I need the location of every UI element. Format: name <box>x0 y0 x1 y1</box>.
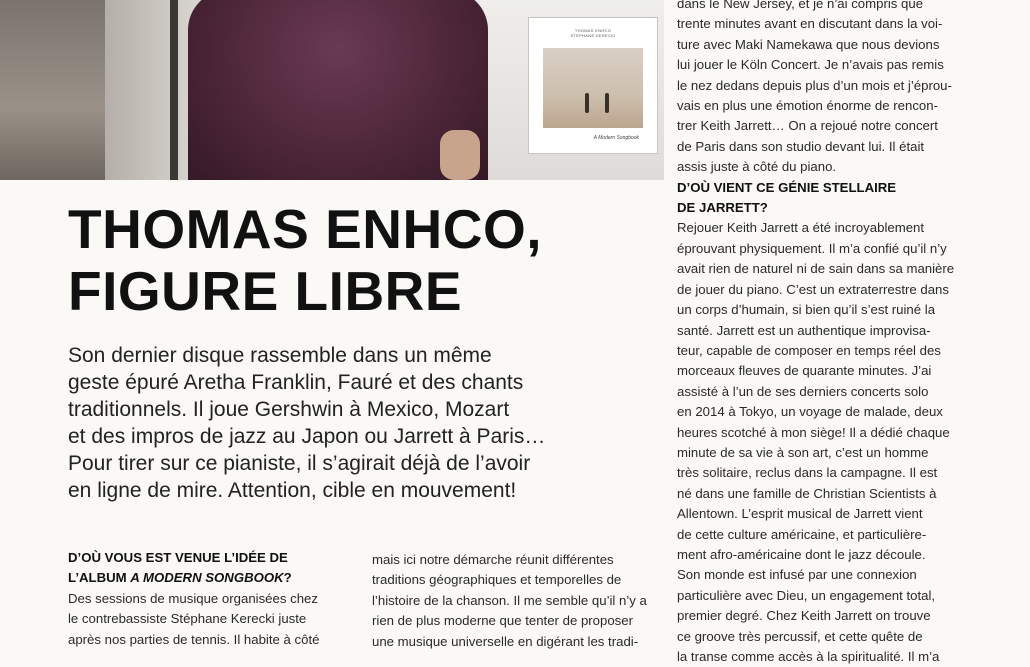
paragraph-line: avait rien de naturel ni de sain dans sa manière <box>677 261 955 277</box>
paragraph-line: trer Keith Jarrett… On a rejoué notre concert <box>677 118 938 134</box>
album-cover <box>528 17 658 154</box>
interview-question: D’OÙ VIENT CE GÉNIE STELLAIRE <box>677 179 897 195</box>
paragraph-line: l’histoire de la chanson. Il me semble qu’il n’y a <box>372 592 647 608</box>
article-column-middle <box>372 550 657 652</box>
album-cover-title: THOMAS ENHCO STÉPHANE KERECKI <box>570 28 616 38</box>
article-column-right <box>677 0 957 667</box>
paragraph-line: trente minutes avant en discutant dans la voi- <box>677 16 943 32</box>
paragraph-line: après nos parties de tennis. Il habite à côté <box>68 631 320 647</box>
photo-hand <box>440 130 480 180</box>
article-standfirst: Son dernier disque rassemble dans un même geste épuré Aretha Franklin, Fauré et des chants traditionnels. Il joue Gershwin à Mexico, Mozart et des impros de jazz au Japon ou Jarrett à Paris… Pour tirer sur ce pianiste, il s’agirait déjà de l’avoir en ligne de mire. Attention, cible en mouvement! <box>68 344 546 502</box>
paragraph-line: Des sessions de musique organisées chez <box>68 590 318 606</box>
paragraph-line: Allentown. L’esprit musical de Jarrett vient <box>677 506 923 522</box>
paragraph-line: santé. Jarrett est un authentique improvisa- <box>677 322 931 338</box>
paragraph-line: de cette culture américaine, et particulière- <box>677 526 927 542</box>
paragraph-line: particulière avec Dieu, un engagement total, <box>677 587 936 603</box>
paragraph-line: très solitaire, reclus dans la campagne. Il est <box>677 465 938 481</box>
paragraph-line: de Paris dans son studio devant lui. Il était <box>677 138 925 154</box>
paragraph-line: teur, capable de composer en temps réel des <box>677 342 941 358</box>
paragraph-line: la transe comme accès à la spiritualité. Il m’a <box>677 649 940 664</box>
interview-question: L’ALBUM A MODERN SONGBOOK? <box>68 570 292 586</box>
photo-door-frame <box>170 0 178 180</box>
paragraph-line: Son monde est infusé par une connexion <box>677 567 917 583</box>
photo-wall <box>0 0 105 180</box>
article-column-left <box>68 548 358 650</box>
paragraph-line: minute de sa vie à son art, c’est un homme <box>677 444 929 460</box>
paragraph-line: heures scotché à mon siège! Il a dédié chaque <box>677 424 950 440</box>
paragraph-line: lui jouer le Köln Concert. Je n’avais pas remis <box>677 57 944 73</box>
paragraph-line: ment afro-américaine dont le jazz découle. <box>677 546 926 562</box>
paragraph-line: ce groove très percussif, et cette quête de <box>677 628 923 644</box>
paragraph-line: en 2014 à Tokyo, un voyage de malade, deux <box>677 404 943 420</box>
paragraph-line: Rejouer Keith Jarrett a été incroyablement <box>677 220 925 236</box>
paragraph-line: le contrebassiste Stéphane Kerecki juste <box>68 611 307 627</box>
paragraph-line: un corps d’humain, si bien qu’il s’est ruiné la <box>677 302 936 318</box>
paragraph-line: assis juste à côté du piano. <box>677 159 837 175</box>
paragraph-line: mais ici notre démarche réunit différentes <box>372 552 614 567</box>
album-cover-photo <box>543 48 643 128</box>
article-headline: THOMAS ENHCO, FIGURE LIBRE <box>68 198 542 322</box>
paragraph-line: une musique universelle en digérant les tradi- <box>372 633 639 649</box>
paragraph-line: vais en plus une émotion énorme de rencon- <box>677 98 938 114</box>
album-cover-subtitle: A Modern Songbook <box>593 135 639 141</box>
paragraph-line: ture avec Maki Namekawa que nous devions <box>677 36 940 52</box>
album-figure <box>585 93 589 113</box>
paragraph-line: rien de plus moderne que tenter de proposer <box>372 613 633 629</box>
album-figure <box>605 93 609 113</box>
paragraph-line: éprouvant physiquement. Il m’a confié qu’il n’y <box>677 240 947 256</box>
paragraph-line: premier degré. Chez Keith Jarrett on trouve <box>677 608 931 624</box>
paragraph-line: de jouer du piano. C’est un extraterrestre dans <box>677 281 949 297</box>
paragraph-line: dans le New Jersey, et je n’ai compris que <box>677 0 924 11</box>
paragraph-line: assisté à l’un de ses derniers concerts solo <box>677 383 929 399</box>
paragraph-line: traditions géographiques et temporelles de <box>372 572 622 588</box>
paragraph-line: morceaux fleuves de quarante minutes. J’ai <box>677 363 932 379</box>
paragraph-line: né dans une famille de Christian Scientists à <box>677 485 937 501</box>
interview-question: D’OÙ VOUS EST VENUE L’IDÉE DE <box>68 550 288 565</box>
paragraph-line: le nez dedans depuis plus d’un mois et j’éprou- <box>677 77 952 93</box>
interview-question: DE JARRETT? <box>677 200 768 216</box>
